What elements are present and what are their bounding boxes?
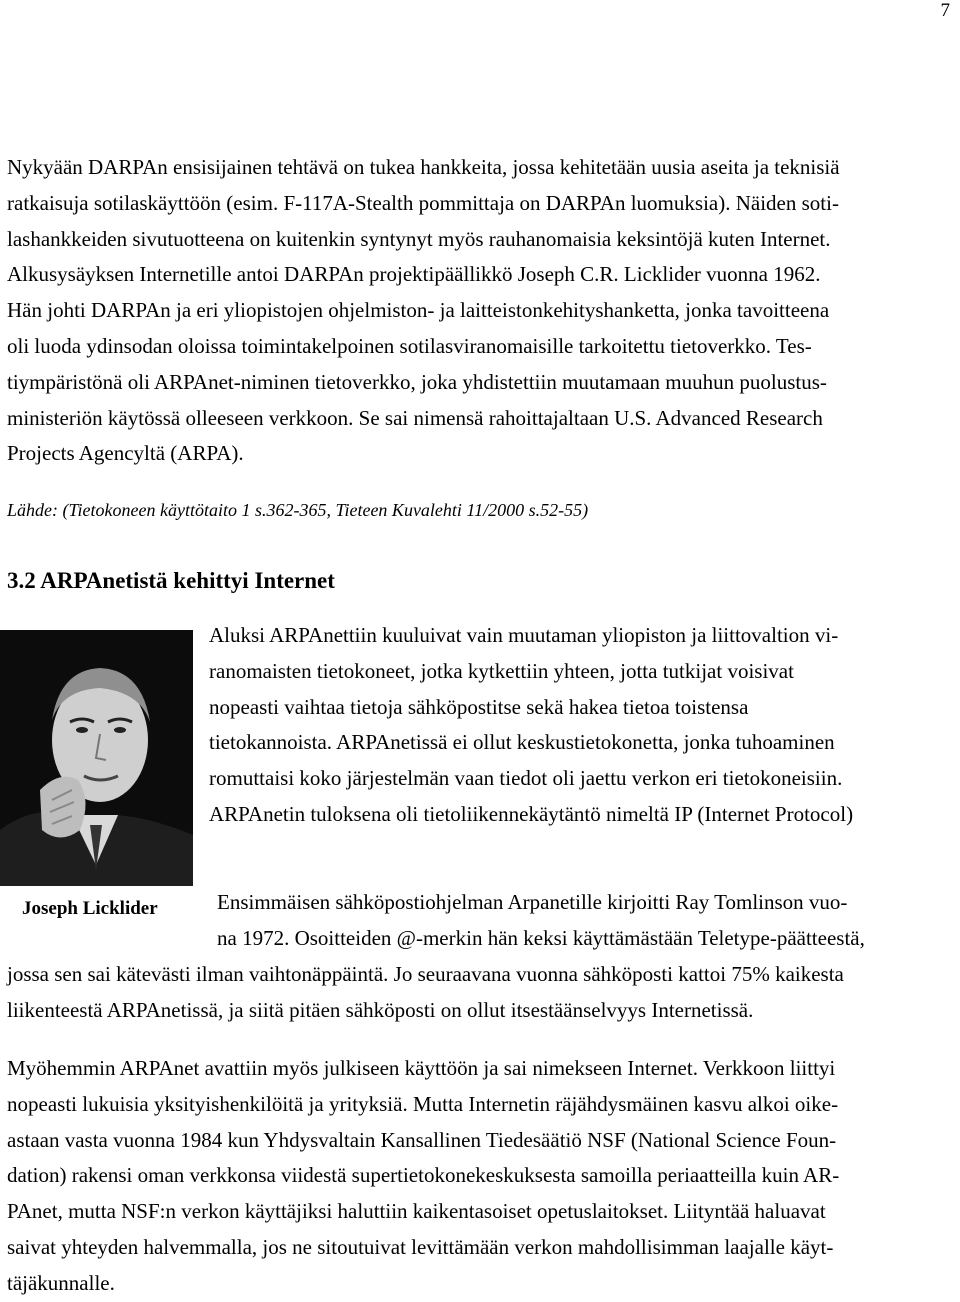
text-line: tiympäristönä oli ARPAnet-niminen tietoverkko, joka yhdistettiin muutamaan muuhun puolustus- <box>7 369 827 394</box>
text-line: nopeasti lukuisia yksityishenkilöitä ja yrityksiä. Mutta Internetin räjähdysmäinen kasvu alkoi oike- <box>7 1091 839 1116</box>
text-line: Aluksi ARPAnettiin kuuluivat vain muutaman yliopiston ja liittovaltion vi- <box>209 623 839 647</box>
later-paragraph <box>7 1051 957 1302</box>
text-line: lashankkeiden sivutuotteena on kuitenkin syntynyt myös rauhanomaisia keksintöjä kuten Internet. <box>7 226 831 251</box>
portrait-image <box>0 630 193 886</box>
intro-paragraph <box>7 150 957 472</box>
section-heading: 3.2 ARPAnetistä kehittyi Internet <box>7 568 335 593</box>
text-line: ARPAnetin tuloksena oli tietoliikennekäytäntö nimeltä IP (Internet Protocol) <box>209 801 854 826</box>
text-line: liikenteestä ARPAnetissä, ja siitä pitäen sähköposti on ollut itsestäänselvyys Internetissä. <box>7 997 754 1022</box>
text-line: Nykyään DARPAn ensisijainen tehtävä on tukea hankkeita, jossa kehitetään uusia aseita ja teknisiä <box>7 155 840 179</box>
email-paragraph-indented <box>217 885 955 957</box>
text-line: Ensimmäisen sähköpostiohjelman Arpanetille kirjoitti Ray Tomlinson vuo- <box>217 890 848 914</box>
text-line: PAnet, mutta NSF:n verkon käyttäjiksi haluttiin kaikentasoiset opetuslaitokset. Liityntää haluavat <box>7 1199 826 1224</box>
source-note: Lähde: (Tietokoneen käyttötaito 1 s.362-365, Tieteen Kuvalehti 11/2000 s.52-55) <box>7 500 589 520</box>
text-line: na 1972. Osoitteiden @-merkin hän keksi käyttämästään Teletype-päätteestä, <box>217 925 865 950</box>
email-paragraph <box>7 957 957 1029</box>
text-line: astaan vasta vuonna 1984 kun Yhdysvaltain Kansallinen Tiedesäätiö NSF (National Science Foun- <box>7 1127 837 1152</box>
text-line: ranomaisten tietokoneet, jotka kytkettiin yhteen, jotta tutkijat voisivat <box>209 658 794 683</box>
text-line: Myöhemmin ARPAnet avattiin myös julkiseen käyttöön ja sai nimekseen Internet. Verkkoon liittyi <box>7 1056 836 1080</box>
text-line: oli luoda ydinsodan oloissa toimintakelpoinen sotilasviranomaisille tarkoitettu tietoverkko. Tes- <box>7 333 812 358</box>
text-line: saivat yhteyden halvemmalla, jos ne sitoutuivat levittämään verkon mahdollisimman laajalle käyt- <box>7 1234 834 1259</box>
text-line: täjäkunnalle. <box>7 1270 115 1295</box>
text-line: tietokannoista. ARPAnetissä ei ollut keskustietokonetta, jonka tuhoaminen <box>209 730 835 755</box>
text-line: jossa sen sai kätevästi ilman vaihtonäppäintä. Jo seuraavana vuonna sähköposti kattoi 75% kaikesta <box>7 962 844 986</box>
photo-caption: Joseph Licklider <box>22 898 158 919</box>
text-line: ratkaisuja sotilaskäyttöön (esim. F-117A-Stealth pommittaja on DARPAn luomuksia). Näiden soti- <box>7 190 839 215</box>
text-line: ministeriön käytössä olleeseen verkkoon. Se sai nimensä rahoittajaltaan U.S. Advanced Research <box>7 405 823 430</box>
text-line: romuttaisi koko järjestelmän vaan tiedot oli jaettu verkon eri tietokoneisiin. <box>209 766 843 791</box>
side-paragraph <box>209 618 954 833</box>
page-number: 7 <box>940 0 950 21</box>
text-line: dation) rakensi oman verkkonsa viidestä supertietokonekeskuksesta samoilla periaatteilla kuin AR- <box>7 1163 840 1188</box>
text-line: Projects Agencyltä (ARPA). <box>7 441 244 466</box>
text-line: nopeasti vaihtaa tietoja sähköpostitse sekä hakea tietoa toistensa <box>209 694 749 719</box>
portrait-photo <box>0 630 193 886</box>
text-line: Alkusysäyksen Internetille antoi DARPAn projektipäällikkö Joseph C.R. Licklider vuonna 1962. <box>7 262 821 287</box>
text-line: Hän johti DARPAn ja eri yliopistojen ohjelmiston- ja laitteistonkehityshanketta, jonka tavoitteena <box>7 298 830 323</box>
